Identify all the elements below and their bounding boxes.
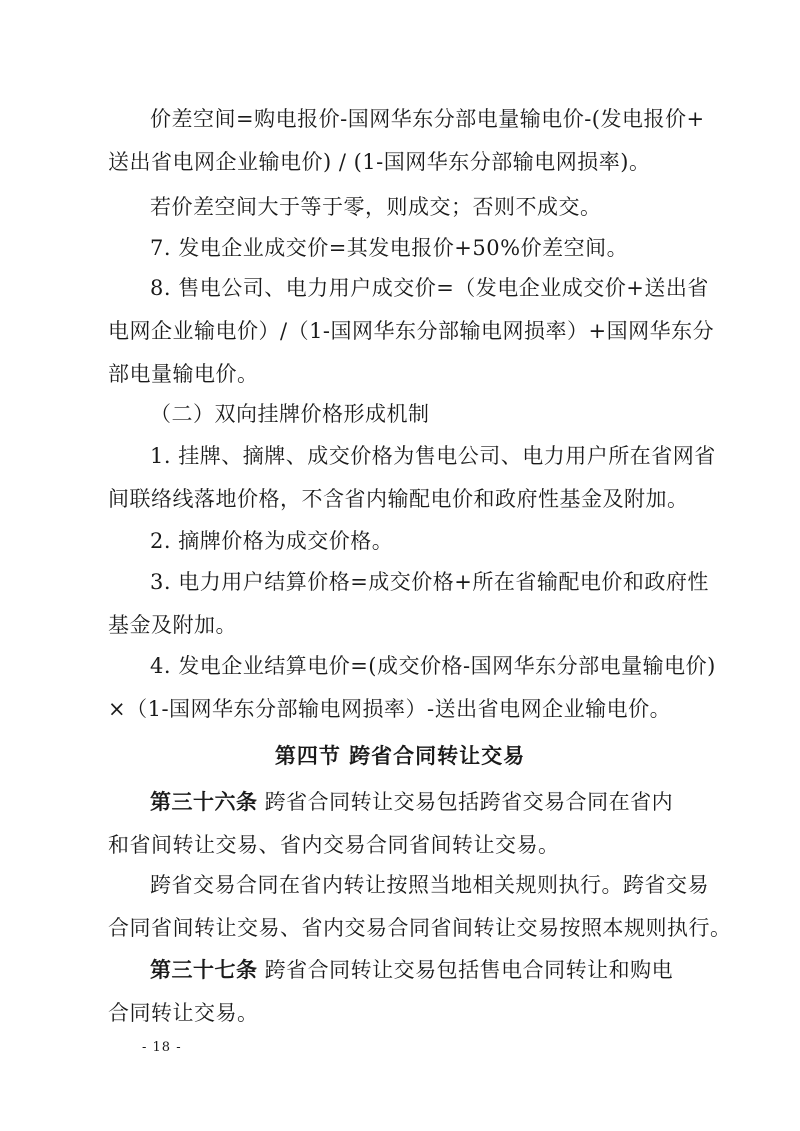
paragraph	[108, 561, 708, 647]
text-line: 4. 发电企业结算电价=(成交价格-国网华东分部电量输电价)	[150, 654, 716, 678]
article-label: 第三十六条	[150, 789, 258, 814]
text-line: 2. 摘牌价格为成交价格。	[150, 529, 394, 553]
paragraph	[108, 435, 716, 521]
text-line: 价差空间=购电报价-国网华东分部电量输电价-(发电报价+	[150, 107, 705, 131]
article-text: 跨省合同转让交易包括跨省交易合同在省内	[257, 790, 674, 814]
article-label: 第三十七条	[150, 957, 258, 982]
text-line	[108, 780, 708, 824]
text-line: 8. 售电公司、电力用户成交价=（发电企业成交价+送出省	[150, 276, 709, 300]
section-heading: 第四节 跨省合同转让交易	[274, 743, 526, 768]
text-line: 基金及附加。	[108, 613, 237, 637]
text-line: 若价差空间大于等于零，则成交；否则不成交。	[150, 195, 602, 219]
text-line: 和省间转让交易、省内交易合同省间转让交易。	[108, 833, 560, 857]
text-line: 7. 发电企业成交价=其发电报价+50%价差空间。	[150, 236, 629, 260]
page-number: - 18 -	[142, 1040, 182, 1055]
text-line: （二）双向挂牌价格形成机制	[150, 402, 430, 426]
text-line: 送出省电网企业输电价) / (1-国网华东分部输电网损率)。	[108, 150, 651, 174]
paragraph	[108, 227, 708, 270]
paragraph	[108, 186, 708, 229]
text-line: 跨省交易合同在省内转让按照当地相关规则执行。跨省交易	[150, 873, 709, 897]
paragraph	[108, 645, 716, 731]
article-paragraph	[108, 780, 708, 867]
paragraph	[108, 267, 715, 396]
text-line: 合同转让交易。	[108, 1001, 259, 1025]
text-line: 间联络线落地价格，不含省内输配电价和政府性基金及附加。	[108, 487, 689, 511]
text-line: ×（1-国网华东分部输电网损率）-送出省电网企业输电价。	[108, 697, 672, 721]
text-line: 合同省间转让交易、省内交易合同省间转让交易按照本规则执行。	[108, 916, 732, 940]
text-line	[108, 948, 708, 992]
paragraph	[108, 520, 708, 563]
text-line: 电网企业输电价）/（1-国网华东分部输电网损率）+国网华东分	[108, 319, 715, 343]
article-text: 跨省合同转让交易包括售电合同转让和购电	[257, 958, 674, 982]
paragraph	[108, 98, 708, 184]
article-paragraph	[108, 948, 708, 1035]
paragraph	[108, 864, 732, 950]
text-line: 3. 电力用户结算价格=成交价格+所在省输配电价和政府性	[150, 570, 709, 594]
text-line: 部电量输电价。	[108, 362, 259, 386]
text-line: 1. 挂牌、摘牌、成交价格为售电公司、电力用户所在省网省	[150, 444, 716, 468]
paragraph	[108, 393, 708, 436]
